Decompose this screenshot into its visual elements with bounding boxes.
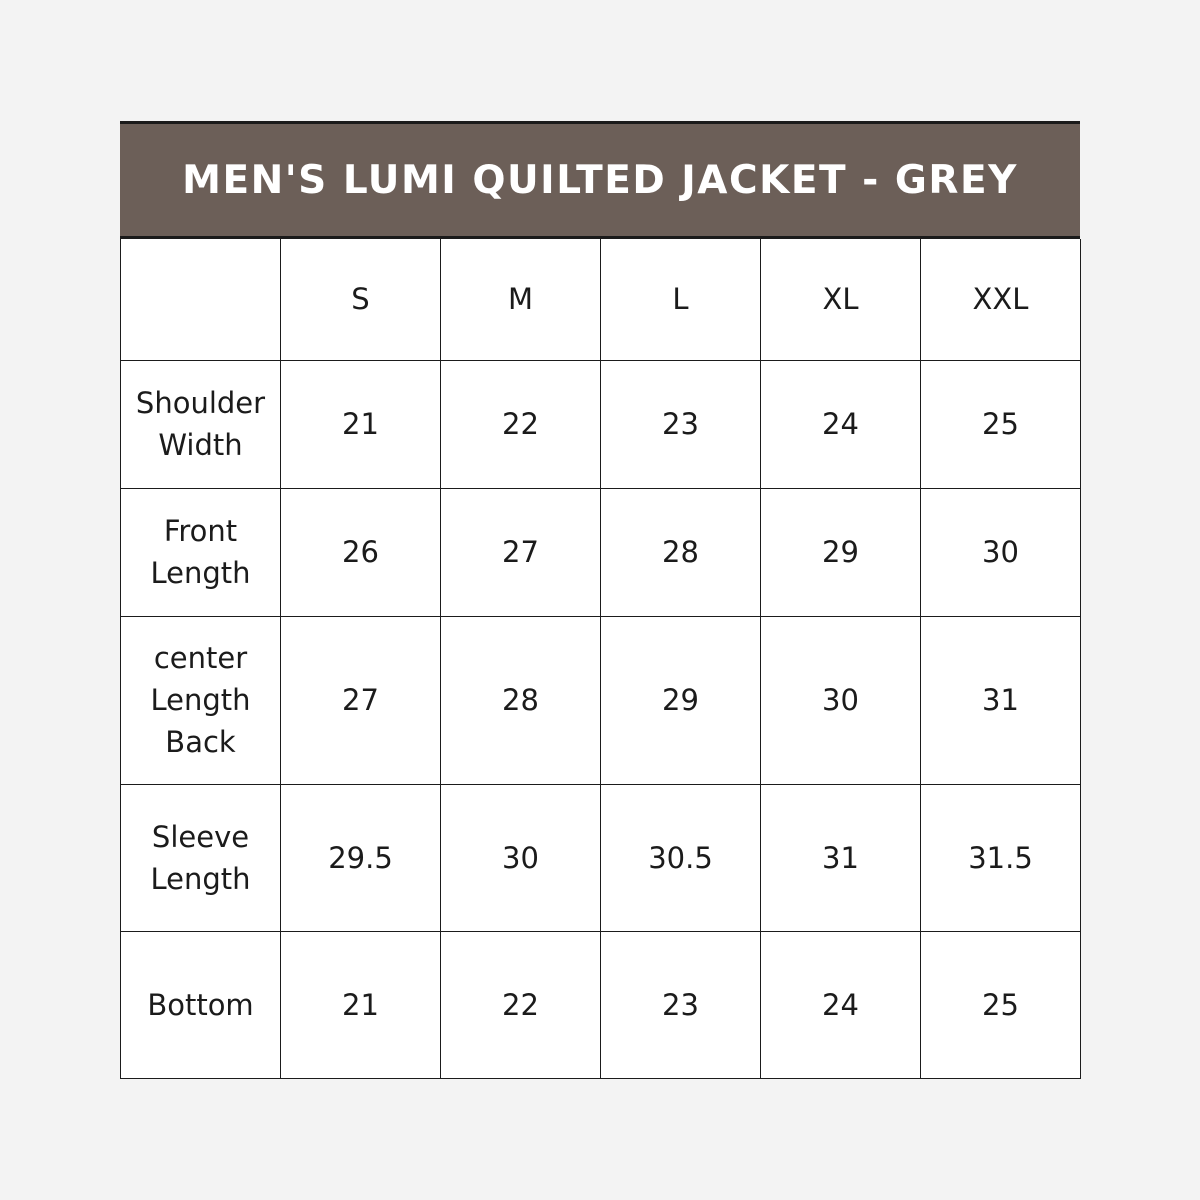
size-header-xl: XL bbox=[761, 239, 921, 360]
table-cell: 21 bbox=[281, 360, 441, 488]
table-cell: 28 bbox=[601, 488, 761, 616]
title-bar bbox=[120, 121, 1080, 239]
table-cell: 23 bbox=[601, 360, 761, 488]
table-cell: 24 bbox=[761, 360, 921, 488]
table-header-row bbox=[121, 239, 1081, 360]
table-cell: 22 bbox=[441, 931, 601, 1078]
size-chart bbox=[120, 121, 1080, 1079]
table-cell: 29 bbox=[601, 616, 761, 784]
size-table bbox=[120, 239, 1081, 1079]
corner-cell bbox=[121, 239, 281, 360]
size-header-m: M bbox=[441, 239, 601, 360]
table-cell: 24 bbox=[761, 931, 921, 1078]
table-row bbox=[121, 616, 1081, 784]
table-cell: 27 bbox=[281, 616, 441, 784]
table-cell: 26 bbox=[281, 488, 441, 616]
size-header-s: S bbox=[281, 239, 441, 360]
table-cell: 31.5 bbox=[921, 784, 1081, 931]
row-label-bottom: Bottom bbox=[121, 931, 281, 1078]
table-cell: 27 bbox=[441, 488, 601, 616]
chart-title: MEN'S LUMI QUILTED JACKET - GREY bbox=[182, 157, 1018, 203]
table-cell: 30.5 bbox=[601, 784, 761, 931]
table-row bbox=[121, 931, 1081, 1078]
table-cell: 30 bbox=[761, 616, 921, 784]
row-label-shoulder-width: Shoulder Width bbox=[121, 360, 281, 488]
table-cell: 31 bbox=[761, 784, 921, 931]
row-label-front-length: Front Length bbox=[121, 488, 281, 616]
table-cell: 23 bbox=[601, 931, 761, 1078]
table-cell: 30 bbox=[921, 488, 1081, 616]
table-cell: 22 bbox=[441, 360, 601, 488]
table-cell: 25 bbox=[921, 360, 1081, 488]
table-cell: 28 bbox=[441, 616, 601, 784]
table-cell: 21 bbox=[281, 931, 441, 1078]
size-header-xxl: XXL bbox=[921, 239, 1081, 360]
table-cell: 30 bbox=[441, 784, 601, 931]
table-row bbox=[121, 784, 1081, 931]
row-label-center-length-back: center Length Back bbox=[121, 616, 281, 784]
row-label-sleeve-length: Sleeve Length bbox=[121, 784, 281, 931]
size-header-l: L bbox=[601, 239, 761, 360]
table-row bbox=[121, 488, 1081, 616]
table-cell: 31 bbox=[921, 616, 1081, 784]
table-cell: 29.5 bbox=[281, 784, 441, 931]
table-cell: 25 bbox=[921, 931, 1081, 1078]
table-row bbox=[121, 360, 1081, 488]
table-cell: 29 bbox=[761, 488, 921, 616]
